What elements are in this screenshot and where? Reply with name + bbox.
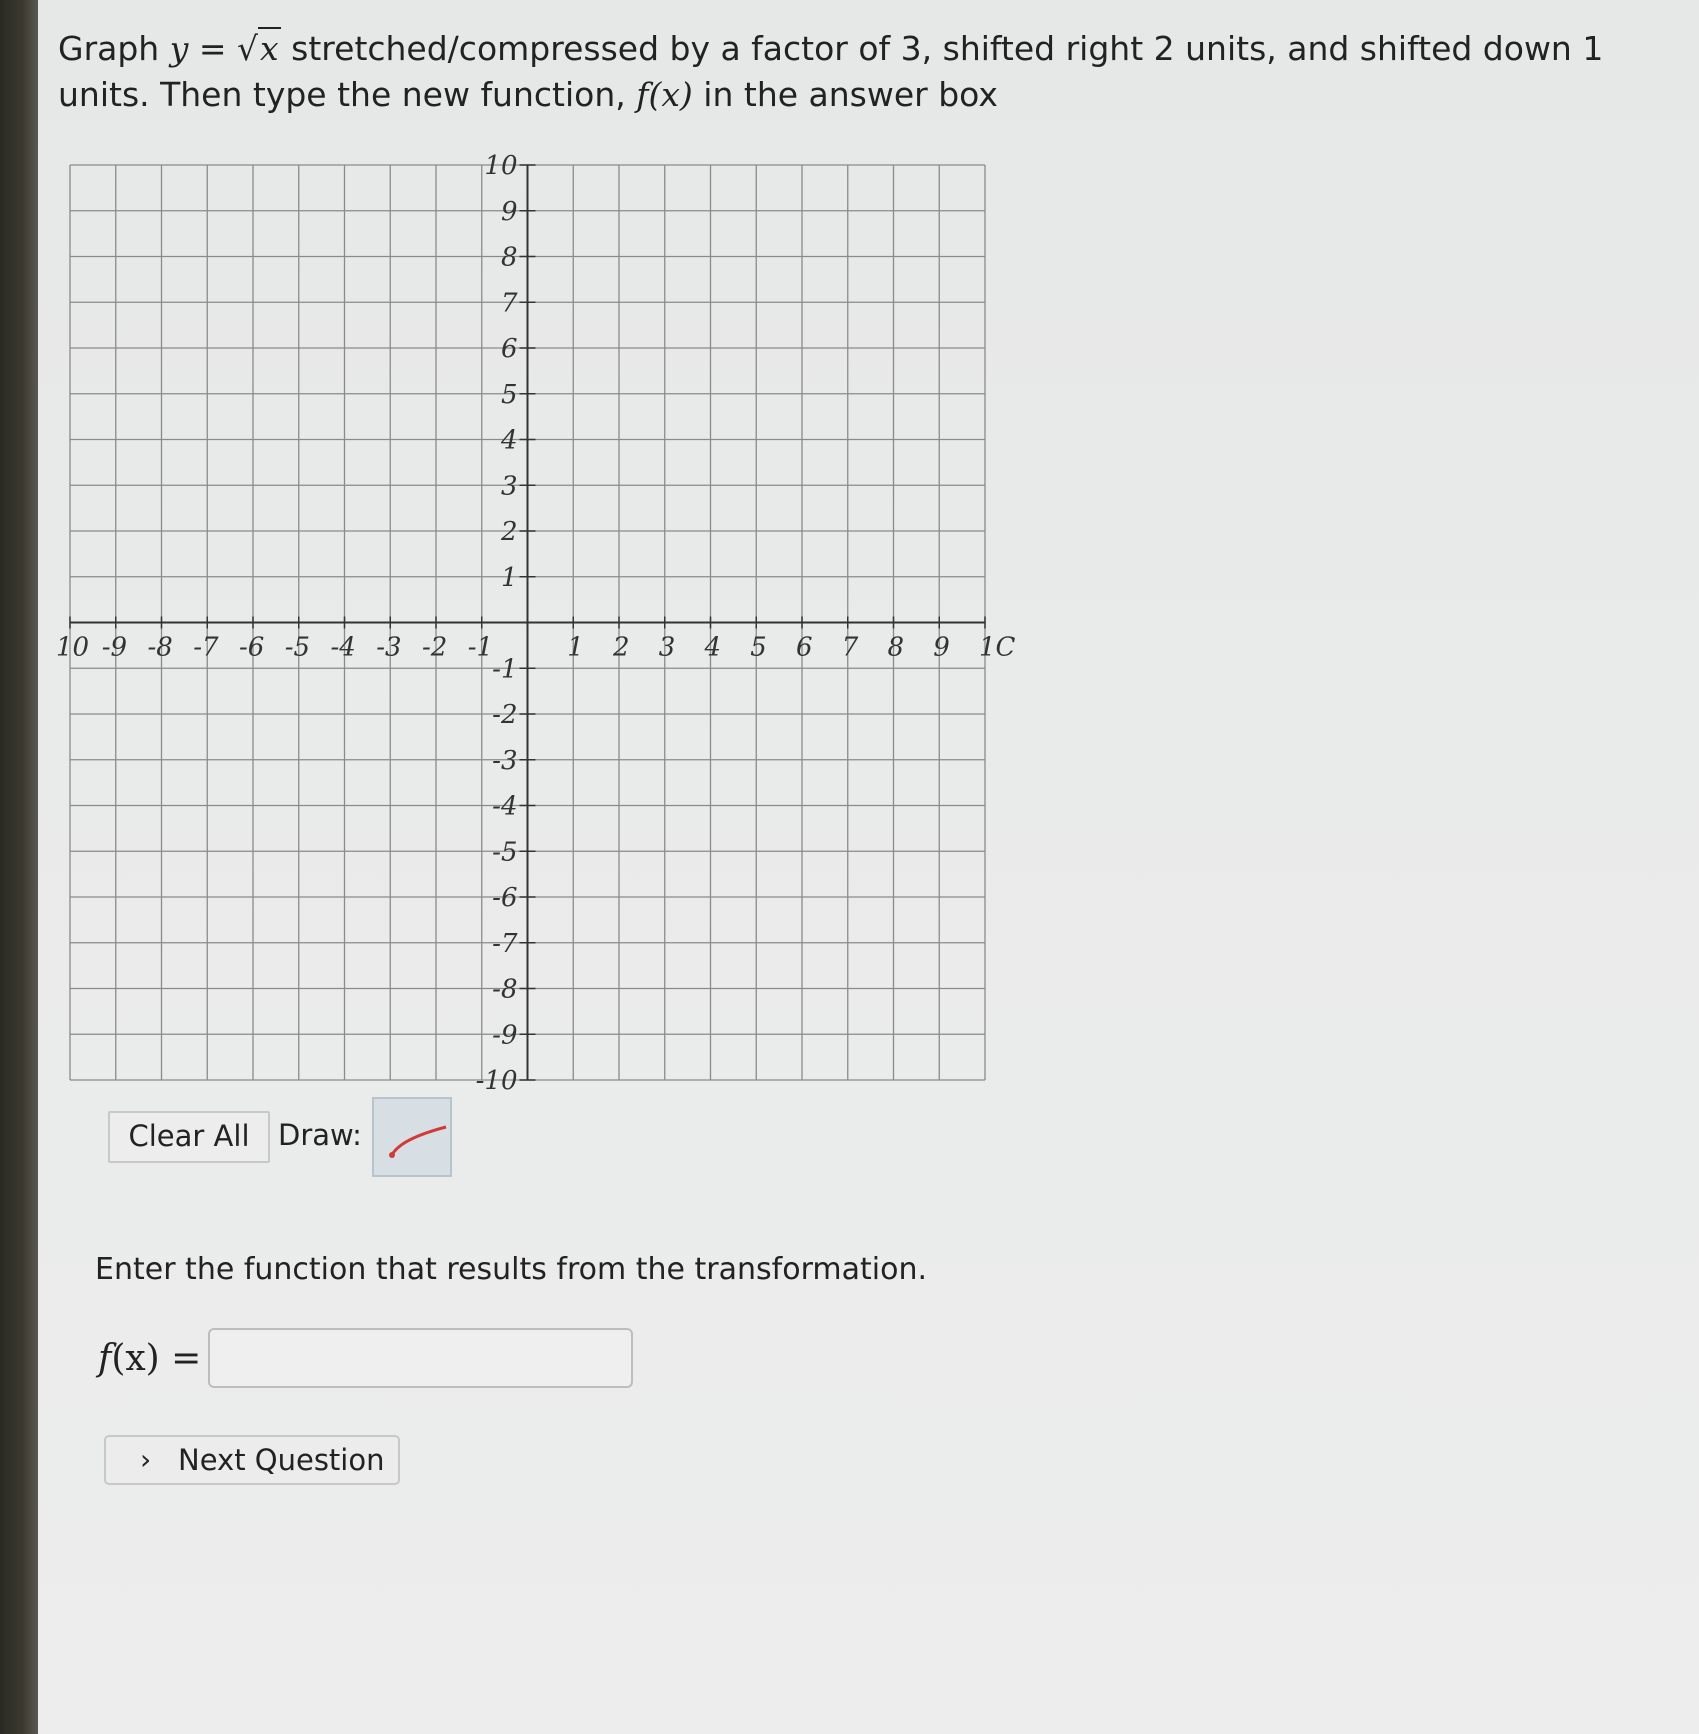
y-tick-label: 9 xyxy=(500,196,518,227)
x-tick-label: 5 xyxy=(750,632,767,663)
y-tick-label: -9 xyxy=(492,1020,518,1051)
x-tick-label: -9 xyxy=(101,632,128,663)
function-answer-input[interactable] xyxy=(208,1328,633,1388)
x-tick-label: -6 xyxy=(239,632,265,663)
x-tick-label: 7 xyxy=(841,632,859,663)
y-tick-label: 2 xyxy=(500,517,518,547)
fx-label: f(x) = xyxy=(98,1338,202,1379)
x-tick-label: 3 xyxy=(658,632,676,663)
x-tick-label: -3 xyxy=(376,632,402,663)
y-tick-label: -3 xyxy=(492,745,518,776)
y-tick-label: -5 xyxy=(492,837,518,868)
curve-draw-icon xyxy=(374,1099,450,1175)
x-tick-label: -4 xyxy=(330,632,356,663)
y-tick-label: -10 xyxy=(475,1066,518,1096)
y-tick-label: 7 xyxy=(500,288,518,319)
x-tick-label: 6 xyxy=(796,632,813,663)
y-tick-label: -4 xyxy=(492,791,518,822)
y-tick-label: 1 xyxy=(500,562,518,593)
y-tick-label: -6 xyxy=(492,883,518,913)
sqrt-symbol: √ xyxy=(237,29,259,68)
x-tick-label: -1 xyxy=(467,632,494,663)
y-tick-label: 6 xyxy=(500,334,518,364)
graph-canvas[interactable] xyxy=(56,150,1016,1096)
y-tick-label: -8 xyxy=(492,974,518,1005)
x-tick-label: -2 xyxy=(422,632,448,663)
x-tick-label: -7 xyxy=(193,632,219,663)
y-tick-label: 3 xyxy=(500,471,518,502)
next-question-button[interactable]: › Next Question xyxy=(104,1435,400,1485)
y-tick-label: -1 xyxy=(492,654,518,685)
y-tick-label: 4 xyxy=(500,425,518,456)
y-tick-label: -7 xyxy=(492,928,518,959)
draw-label: Draw: xyxy=(278,1118,362,1152)
draw-tool-button[interactable] xyxy=(372,1097,452,1177)
x-tick-label: -5 xyxy=(284,632,311,663)
clear-all-button[interactable]: Clear All xyxy=(108,1111,270,1163)
instruction-text: Enter the function that results from the transformation. xyxy=(95,1252,927,1287)
coordinate-grid[interactable] xyxy=(56,150,1016,1096)
chevron-right-icon: › xyxy=(140,1443,152,1476)
x-tick-label: 9 xyxy=(933,632,950,663)
x-tick-label: 10 xyxy=(56,632,90,663)
x-tick-label: 4 xyxy=(704,632,722,663)
x-tick-label: 8 xyxy=(887,632,905,663)
x-tick-label: 1C xyxy=(979,632,1016,663)
y-tick-label: 8 xyxy=(500,242,518,273)
question-text: Graph y = √x stretched/compressed by a factor of 3, shifted right 2 units, and shifted down 1 units. Then type the new function, f(x) in the answer box xyxy=(58,29,1604,114)
y-tick-label: 5 xyxy=(500,379,518,410)
y-tick-label: 10 xyxy=(484,151,518,181)
x-tick-label: -8 xyxy=(147,632,173,663)
photo-edge xyxy=(0,0,38,1734)
x-tick-label: 2 xyxy=(613,632,630,663)
y-tick-label: -2 xyxy=(492,700,518,730)
x-tick-label: 1 xyxy=(567,632,584,663)
